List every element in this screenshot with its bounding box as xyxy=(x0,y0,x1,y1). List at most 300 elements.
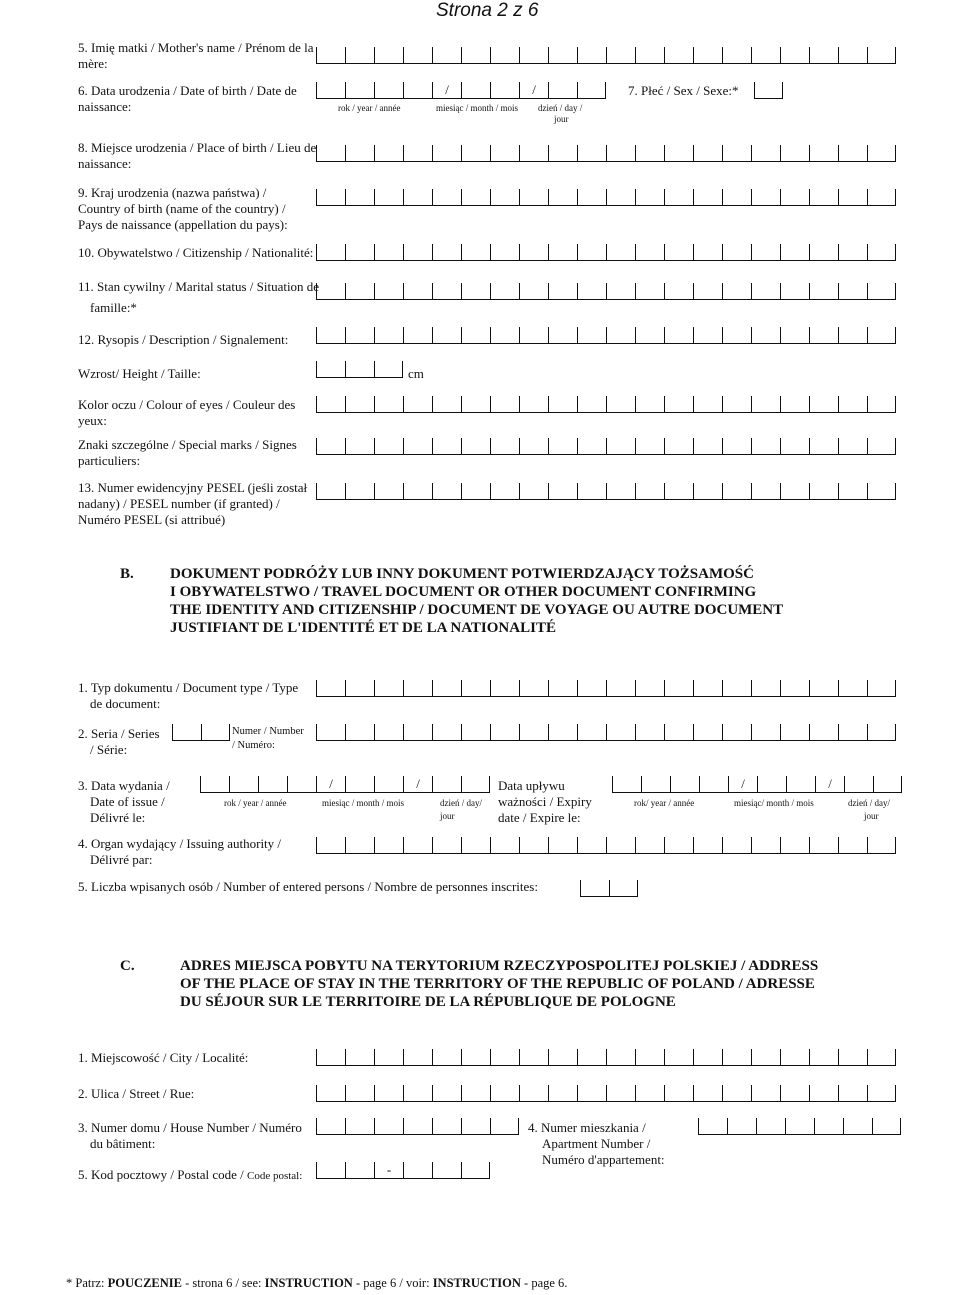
character-box[interactable] xyxy=(577,396,606,412)
character-box[interactable] xyxy=(490,837,519,853)
character-box[interactable] xyxy=(785,1118,814,1134)
character-box[interactable] xyxy=(374,189,403,205)
character-box[interactable] xyxy=(461,82,490,98)
character-box[interactable] xyxy=(867,189,896,205)
character-box[interactable] xyxy=(751,283,780,299)
character-box[interactable] xyxy=(722,189,751,205)
character-box[interactable] xyxy=(461,837,490,853)
character-box[interactable] xyxy=(519,837,548,853)
character-box[interactable] xyxy=(722,837,751,853)
character-box[interactable] xyxy=(490,396,519,412)
character-box[interactable] xyxy=(519,396,548,412)
character-box[interactable] xyxy=(432,837,461,853)
city-field[interactable] xyxy=(316,1049,896,1066)
character-box[interactable] xyxy=(345,244,374,260)
character-box[interactable] xyxy=(664,244,693,260)
character-box[interactable] xyxy=(635,724,664,740)
character-box[interactable] xyxy=(519,1049,548,1065)
character-box[interactable] xyxy=(838,1085,867,1101)
character-box[interactable] xyxy=(345,724,374,740)
character-box[interactable] xyxy=(490,680,519,696)
character-box[interactable] xyxy=(316,189,345,205)
character-box[interactable] xyxy=(403,438,432,454)
character-box[interactable] xyxy=(751,680,780,696)
character-box[interactable] xyxy=(751,189,780,205)
character-box[interactable] xyxy=(838,145,867,161)
character-box[interactable] xyxy=(548,189,577,205)
character-box[interactable] xyxy=(751,483,780,499)
character-box[interactable] xyxy=(461,145,490,161)
character-box[interactable] xyxy=(345,47,374,63)
character-box[interactable] xyxy=(432,283,461,299)
character-box[interactable] xyxy=(809,145,838,161)
character-box[interactable] xyxy=(519,483,548,499)
character-box[interactable] xyxy=(374,327,403,343)
character-box[interactable] xyxy=(461,396,490,412)
character-box[interactable] xyxy=(461,1049,490,1065)
character-box[interactable] xyxy=(693,47,722,63)
character-box[interactable] xyxy=(780,724,809,740)
character-box[interactable] xyxy=(780,1049,809,1065)
expiry-date-field[interactable] xyxy=(612,776,902,793)
character-box[interactable] xyxy=(461,47,490,63)
character-box[interactable] xyxy=(432,244,461,260)
character-box[interactable] xyxy=(838,283,867,299)
character-box[interactable] xyxy=(403,47,432,63)
character-box[interactable] xyxy=(374,47,403,63)
character-box[interactable] xyxy=(699,776,728,792)
character-box[interactable] xyxy=(664,145,693,161)
character-box[interactable] xyxy=(200,776,229,792)
character-box[interactable] xyxy=(316,1049,345,1065)
character-box[interactable] xyxy=(432,396,461,412)
character-box[interactable] xyxy=(345,1085,374,1101)
character-box[interactable] xyxy=(490,438,519,454)
character-box[interactable] xyxy=(664,680,693,696)
character-box[interactable] xyxy=(722,724,751,740)
character-box[interactable] xyxy=(345,396,374,412)
character-box[interactable] xyxy=(780,244,809,260)
character-box[interactable] xyxy=(635,283,664,299)
character-box[interactable] xyxy=(316,837,345,853)
character-box[interactable] xyxy=(780,837,809,853)
character-box[interactable] xyxy=(316,82,345,98)
character-box[interactable] xyxy=(664,396,693,412)
character-box[interactable] xyxy=(316,244,345,260)
character-box[interactable] xyxy=(809,244,838,260)
character-box[interactable] xyxy=(606,244,635,260)
character-box[interactable] xyxy=(814,1118,843,1134)
character-box[interactable] xyxy=(316,1118,345,1134)
character-box[interactable] xyxy=(490,724,519,740)
character-box[interactable] xyxy=(548,145,577,161)
character-box[interactable] xyxy=(490,1118,519,1134)
character-box[interactable] xyxy=(838,680,867,696)
character-box[interactable] xyxy=(548,244,577,260)
marital-status-field[interactable] xyxy=(316,283,896,300)
character-box[interactable] xyxy=(751,145,780,161)
character-box[interactable] xyxy=(609,880,638,896)
character-box[interactable] xyxy=(664,327,693,343)
character-box[interactable] xyxy=(316,680,345,696)
character-box[interactable] xyxy=(635,327,664,343)
character-box[interactable] xyxy=(756,1118,785,1134)
character-box[interactable] xyxy=(432,1049,461,1065)
character-box[interactable] xyxy=(751,396,780,412)
character-box[interactable] xyxy=(722,145,751,161)
postal-code-field[interactable] xyxy=(316,1162,490,1179)
character-box[interactable] xyxy=(316,438,345,454)
issue-date-field[interactable] xyxy=(200,776,490,793)
character-box[interactable] xyxy=(722,680,751,696)
character-box[interactable] xyxy=(432,1085,461,1101)
character-box[interactable] xyxy=(519,327,548,343)
character-box[interactable] xyxy=(403,1118,432,1134)
character-box[interactable] xyxy=(809,47,838,63)
character-box[interactable] xyxy=(867,724,896,740)
character-box[interactable] xyxy=(374,483,403,499)
character-box[interactable] xyxy=(577,47,606,63)
character-box[interactable] xyxy=(809,724,838,740)
character-box[interactable] xyxy=(461,283,490,299)
character-box[interactable] xyxy=(843,1118,872,1134)
character-box[interactable] xyxy=(577,145,606,161)
character-box[interactable] xyxy=(727,1118,756,1134)
character-box[interactable] xyxy=(809,1085,838,1101)
character-box[interactable] xyxy=(461,776,490,792)
character-box[interactable] xyxy=(403,396,432,412)
character-box[interactable] xyxy=(809,680,838,696)
character-box[interactable] xyxy=(172,724,201,740)
character-box[interactable] xyxy=(345,1162,374,1178)
character-box[interactable] xyxy=(461,724,490,740)
character-box[interactable] xyxy=(374,724,403,740)
character-box[interactable] xyxy=(577,1085,606,1101)
character-box[interactable] xyxy=(577,189,606,205)
character-box[interactable] xyxy=(316,724,345,740)
character-box[interactable] xyxy=(635,680,664,696)
character-box[interactable] xyxy=(606,396,635,412)
character-box[interactable] xyxy=(693,724,722,740)
character-box[interactable] xyxy=(548,283,577,299)
character-box[interactable] xyxy=(490,145,519,161)
character-box[interactable] xyxy=(635,1049,664,1065)
character-box[interactable] xyxy=(844,776,873,792)
character-box[interactable] xyxy=(780,483,809,499)
character-box[interactable] xyxy=(693,396,722,412)
character-box[interactable] xyxy=(461,438,490,454)
character-box[interactable] xyxy=(374,1049,403,1065)
character-box[interactable] xyxy=(461,680,490,696)
character-box[interactable] xyxy=(635,145,664,161)
character-box[interactable] xyxy=(751,244,780,260)
character-box[interactable] xyxy=(693,1085,722,1101)
character-box[interactable] xyxy=(693,189,722,205)
character-box[interactable] xyxy=(577,82,606,98)
character-box[interactable] xyxy=(403,1049,432,1065)
character-box[interactable] xyxy=(403,724,432,740)
character-box[interactable] xyxy=(838,47,867,63)
character-box[interactable] xyxy=(838,438,867,454)
character-box[interactable] xyxy=(548,396,577,412)
character-box[interactable] xyxy=(287,776,316,792)
character-box[interactable] xyxy=(838,244,867,260)
character-box[interactable] xyxy=(809,483,838,499)
character-box[interactable] xyxy=(606,1049,635,1065)
character-box[interactable] xyxy=(403,283,432,299)
character-box[interactable] xyxy=(693,283,722,299)
character-box[interactable] xyxy=(461,189,490,205)
character-box[interactable] xyxy=(751,327,780,343)
character-box[interactable] xyxy=(722,47,751,63)
character-box[interactable] xyxy=(664,724,693,740)
character-box[interactable] xyxy=(809,1049,838,1065)
character-box[interactable] xyxy=(432,1162,461,1178)
character-box[interactable] xyxy=(780,396,809,412)
character-box[interactable] xyxy=(316,47,345,63)
character-box[interactable] xyxy=(490,47,519,63)
character-box[interactable] xyxy=(345,1049,374,1065)
character-box[interactable] xyxy=(606,145,635,161)
character-box[interactable] xyxy=(316,361,345,377)
character-box[interactable] xyxy=(345,837,374,853)
character-box[interactable] xyxy=(606,47,635,63)
character-box[interactable] xyxy=(403,680,432,696)
character-box[interactable] xyxy=(432,724,461,740)
authority-field[interactable] xyxy=(316,837,896,854)
character-box[interactable] xyxy=(432,438,461,454)
character-box[interactable] xyxy=(548,724,577,740)
character-box[interactable] xyxy=(606,483,635,499)
character-box[interactable] xyxy=(345,189,374,205)
character-box[interactable] xyxy=(635,1085,664,1101)
character-box[interactable] xyxy=(316,283,345,299)
character-box[interactable] xyxy=(519,47,548,63)
character-box[interactable] xyxy=(490,483,519,499)
character-box[interactable] xyxy=(519,283,548,299)
character-box[interactable] xyxy=(780,1085,809,1101)
series-field[interactable] xyxy=(172,724,230,741)
character-box[interactable] xyxy=(867,145,896,161)
character-box[interactable] xyxy=(606,438,635,454)
character-box[interactable] xyxy=(490,189,519,205)
character-box[interactable] xyxy=(258,776,287,792)
character-box[interactable] xyxy=(867,327,896,343)
character-box[interactable] xyxy=(693,438,722,454)
character-box[interactable] xyxy=(577,1049,606,1065)
character-box[interactable] xyxy=(432,776,461,792)
character-box[interactable] xyxy=(754,82,783,98)
character-box[interactable] xyxy=(809,189,838,205)
character-box[interactable] xyxy=(345,1118,374,1134)
character-box[interactable] xyxy=(722,244,751,260)
number-field[interactable] xyxy=(316,724,896,741)
character-box[interactable] xyxy=(548,1049,577,1065)
character-box[interactable] xyxy=(374,776,403,792)
character-box[interactable] xyxy=(403,82,432,98)
character-box[interactable] xyxy=(316,483,345,499)
character-box[interactable] xyxy=(345,82,374,98)
character-box[interactable] xyxy=(577,438,606,454)
character-box[interactable] xyxy=(490,283,519,299)
character-box[interactable] xyxy=(664,1085,693,1101)
character-box[interactable] xyxy=(751,47,780,63)
character-box[interactable] xyxy=(867,283,896,299)
character-box[interactable] xyxy=(374,680,403,696)
character-box[interactable] xyxy=(664,438,693,454)
character-box[interactable] xyxy=(664,837,693,853)
character-box[interactable] xyxy=(201,724,230,740)
character-box[interactable] xyxy=(432,1118,461,1134)
character-box[interactable] xyxy=(432,189,461,205)
character-box[interactable] xyxy=(809,396,838,412)
character-box[interactable] xyxy=(780,680,809,696)
character-box[interactable] xyxy=(461,1162,490,1178)
character-box[interactable] xyxy=(316,327,345,343)
character-box[interactable] xyxy=(374,82,403,98)
character-box[interactable] xyxy=(403,244,432,260)
character-box[interactable] xyxy=(809,837,838,853)
character-box[interactable] xyxy=(461,1085,490,1101)
character-box[interactable] xyxy=(664,283,693,299)
character-box[interactable] xyxy=(403,1162,432,1178)
character-box[interactable] xyxy=(519,244,548,260)
street-field[interactable] xyxy=(316,1085,896,1102)
character-box[interactable] xyxy=(873,776,902,792)
pesel-field[interactable] xyxy=(316,483,896,500)
character-box[interactable] xyxy=(838,724,867,740)
character-box[interactable] xyxy=(432,145,461,161)
character-box[interactable] xyxy=(664,189,693,205)
character-box[interactable] xyxy=(606,1085,635,1101)
character-box[interactable] xyxy=(490,1049,519,1065)
character-box[interactable] xyxy=(867,438,896,454)
character-box[interactable] xyxy=(577,244,606,260)
character-box[interactable] xyxy=(548,1085,577,1101)
character-box[interactable] xyxy=(693,1049,722,1065)
character-box[interactable] xyxy=(548,680,577,696)
character-box[interactable] xyxy=(606,680,635,696)
character-box[interactable] xyxy=(316,145,345,161)
character-box[interactable] xyxy=(751,837,780,853)
character-box[interactable] xyxy=(432,47,461,63)
character-box[interactable] xyxy=(403,145,432,161)
character-box[interactable] xyxy=(751,724,780,740)
character-box[interactable] xyxy=(403,837,432,853)
character-box[interactable] xyxy=(548,483,577,499)
character-box[interactable] xyxy=(838,1049,867,1065)
character-box[interactable] xyxy=(872,1118,901,1134)
character-box[interactable] xyxy=(693,837,722,853)
sex-field[interactable] xyxy=(754,82,783,99)
character-box[interactable] xyxy=(606,189,635,205)
character-box[interactable] xyxy=(786,776,815,792)
character-box[interactable] xyxy=(374,837,403,853)
character-box[interactable] xyxy=(606,837,635,853)
character-box[interactable] xyxy=(432,483,461,499)
character-box[interactable] xyxy=(577,283,606,299)
character-box[interactable] xyxy=(751,1049,780,1065)
character-box[interactable] xyxy=(374,145,403,161)
character-box[interactable] xyxy=(809,327,838,343)
character-box[interactable] xyxy=(867,396,896,412)
character-box[interactable] xyxy=(838,189,867,205)
character-box[interactable] xyxy=(316,1085,345,1101)
character-box[interactable] xyxy=(751,1085,780,1101)
house-number-field[interactable] xyxy=(316,1118,519,1135)
character-box[interactable] xyxy=(635,396,664,412)
character-box[interactable] xyxy=(461,244,490,260)
persons-field[interactable] xyxy=(580,880,638,897)
character-box[interactable] xyxy=(693,483,722,499)
character-box[interactable] xyxy=(664,483,693,499)
character-box[interactable] xyxy=(780,283,809,299)
character-box[interactable] xyxy=(374,438,403,454)
character-box[interactable] xyxy=(229,776,258,792)
character-box[interactable] xyxy=(751,438,780,454)
character-box[interactable] xyxy=(345,438,374,454)
character-box[interactable] xyxy=(693,327,722,343)
character-box[interactable] xyxy=(432,327,461,343)
doc-type-field[interactable] xyxy=(316,680,896,697)
character-box[interactable] xyxy=(316,1162,345,1178)
character-box[interactable] xyxy=(519,724,548,740)
character-box[interactable] xyxy=(577,680,606,696)
character-box[interactable] xyxy=(757,776,786,792)
character-box[interactable] xyxy=(403,189,432,205)
character-box[interactable] xyxy=(577,327,606,343)
character-box[interactable] xyxy=(345,327,374,343)
character-box[interactable] xyxy=(403,483,432,499)
character-box[interactable] xyxy=(490,244,519,260)
country-birth-field[interactable] xyxy=(316,189,896,206)
character-box[interactable] xyxy=(490,1085,519,1101)
character-box[interactable] xyxy=(867,837,896,853)
character-box[interactable] xyxy=(722,283,751,299)
character-box[interactable] xyxy=(548,47,577,63)
description-field[interactable] xyxy=(316,327,896,344)
character-box[interactable] xyxy=(577,837,606,853)
character-box[interactable] xyxy=(635,438,664,454)
character-box[interactable] xyxy=(374,283,403,299)
character-box[interactable] xyxy=(641,776,670,792)
character-box[interactable] xyxy=(548,438,577,454)
character-box[interactable] xyxy=(670,776,699,792)
character-box[interactable] xyxy=(612,776,641,792)
character-box[interactable] xyxy=(490,327,519,343)
character-box[interactable] xyxy=(698,1118,727,1134)
height-field[interactable] xyxy=(316,361,403,378)
character-box[interactable] xyxy=(693,145,722,161)
character-box[interactable] xyxy=(838,396,867,412)
character-box[interactable] xyxy=(606,283,635,299)
character-box[interactable] xyxy=(580,880,609,896)
character-box[interactable] xyxy=(374,396,403,412)
character-box[interactable] xyxy=(461,483,490,499)
character-box[interactable] xyxy=(461,327,490,343)
citizenship-field[interactable] xyxy=(316,244,896,261)
character-box[interactable] xyxy=(635,244,664,260)
character-box[interactable] xyxy=(374,361,403,377)
dob-field[interactable] xyxy=(316,82,606,99)
character-box[interactable] xyxy=(722,483,751,499)
character-box[interactable] xyxy=(635,837,664,853)
character-box[interactable] xyxy=(838,483,867,499)
character-box[interactable] xyxy=(780,47,809,63)
character-box[interactable] xyxy=(867,1049,896,1065)
place-birth-field[interactable] xyxy=(316,145,896,162)
character-box[interactable] xyxy=(838,327,867,343)
